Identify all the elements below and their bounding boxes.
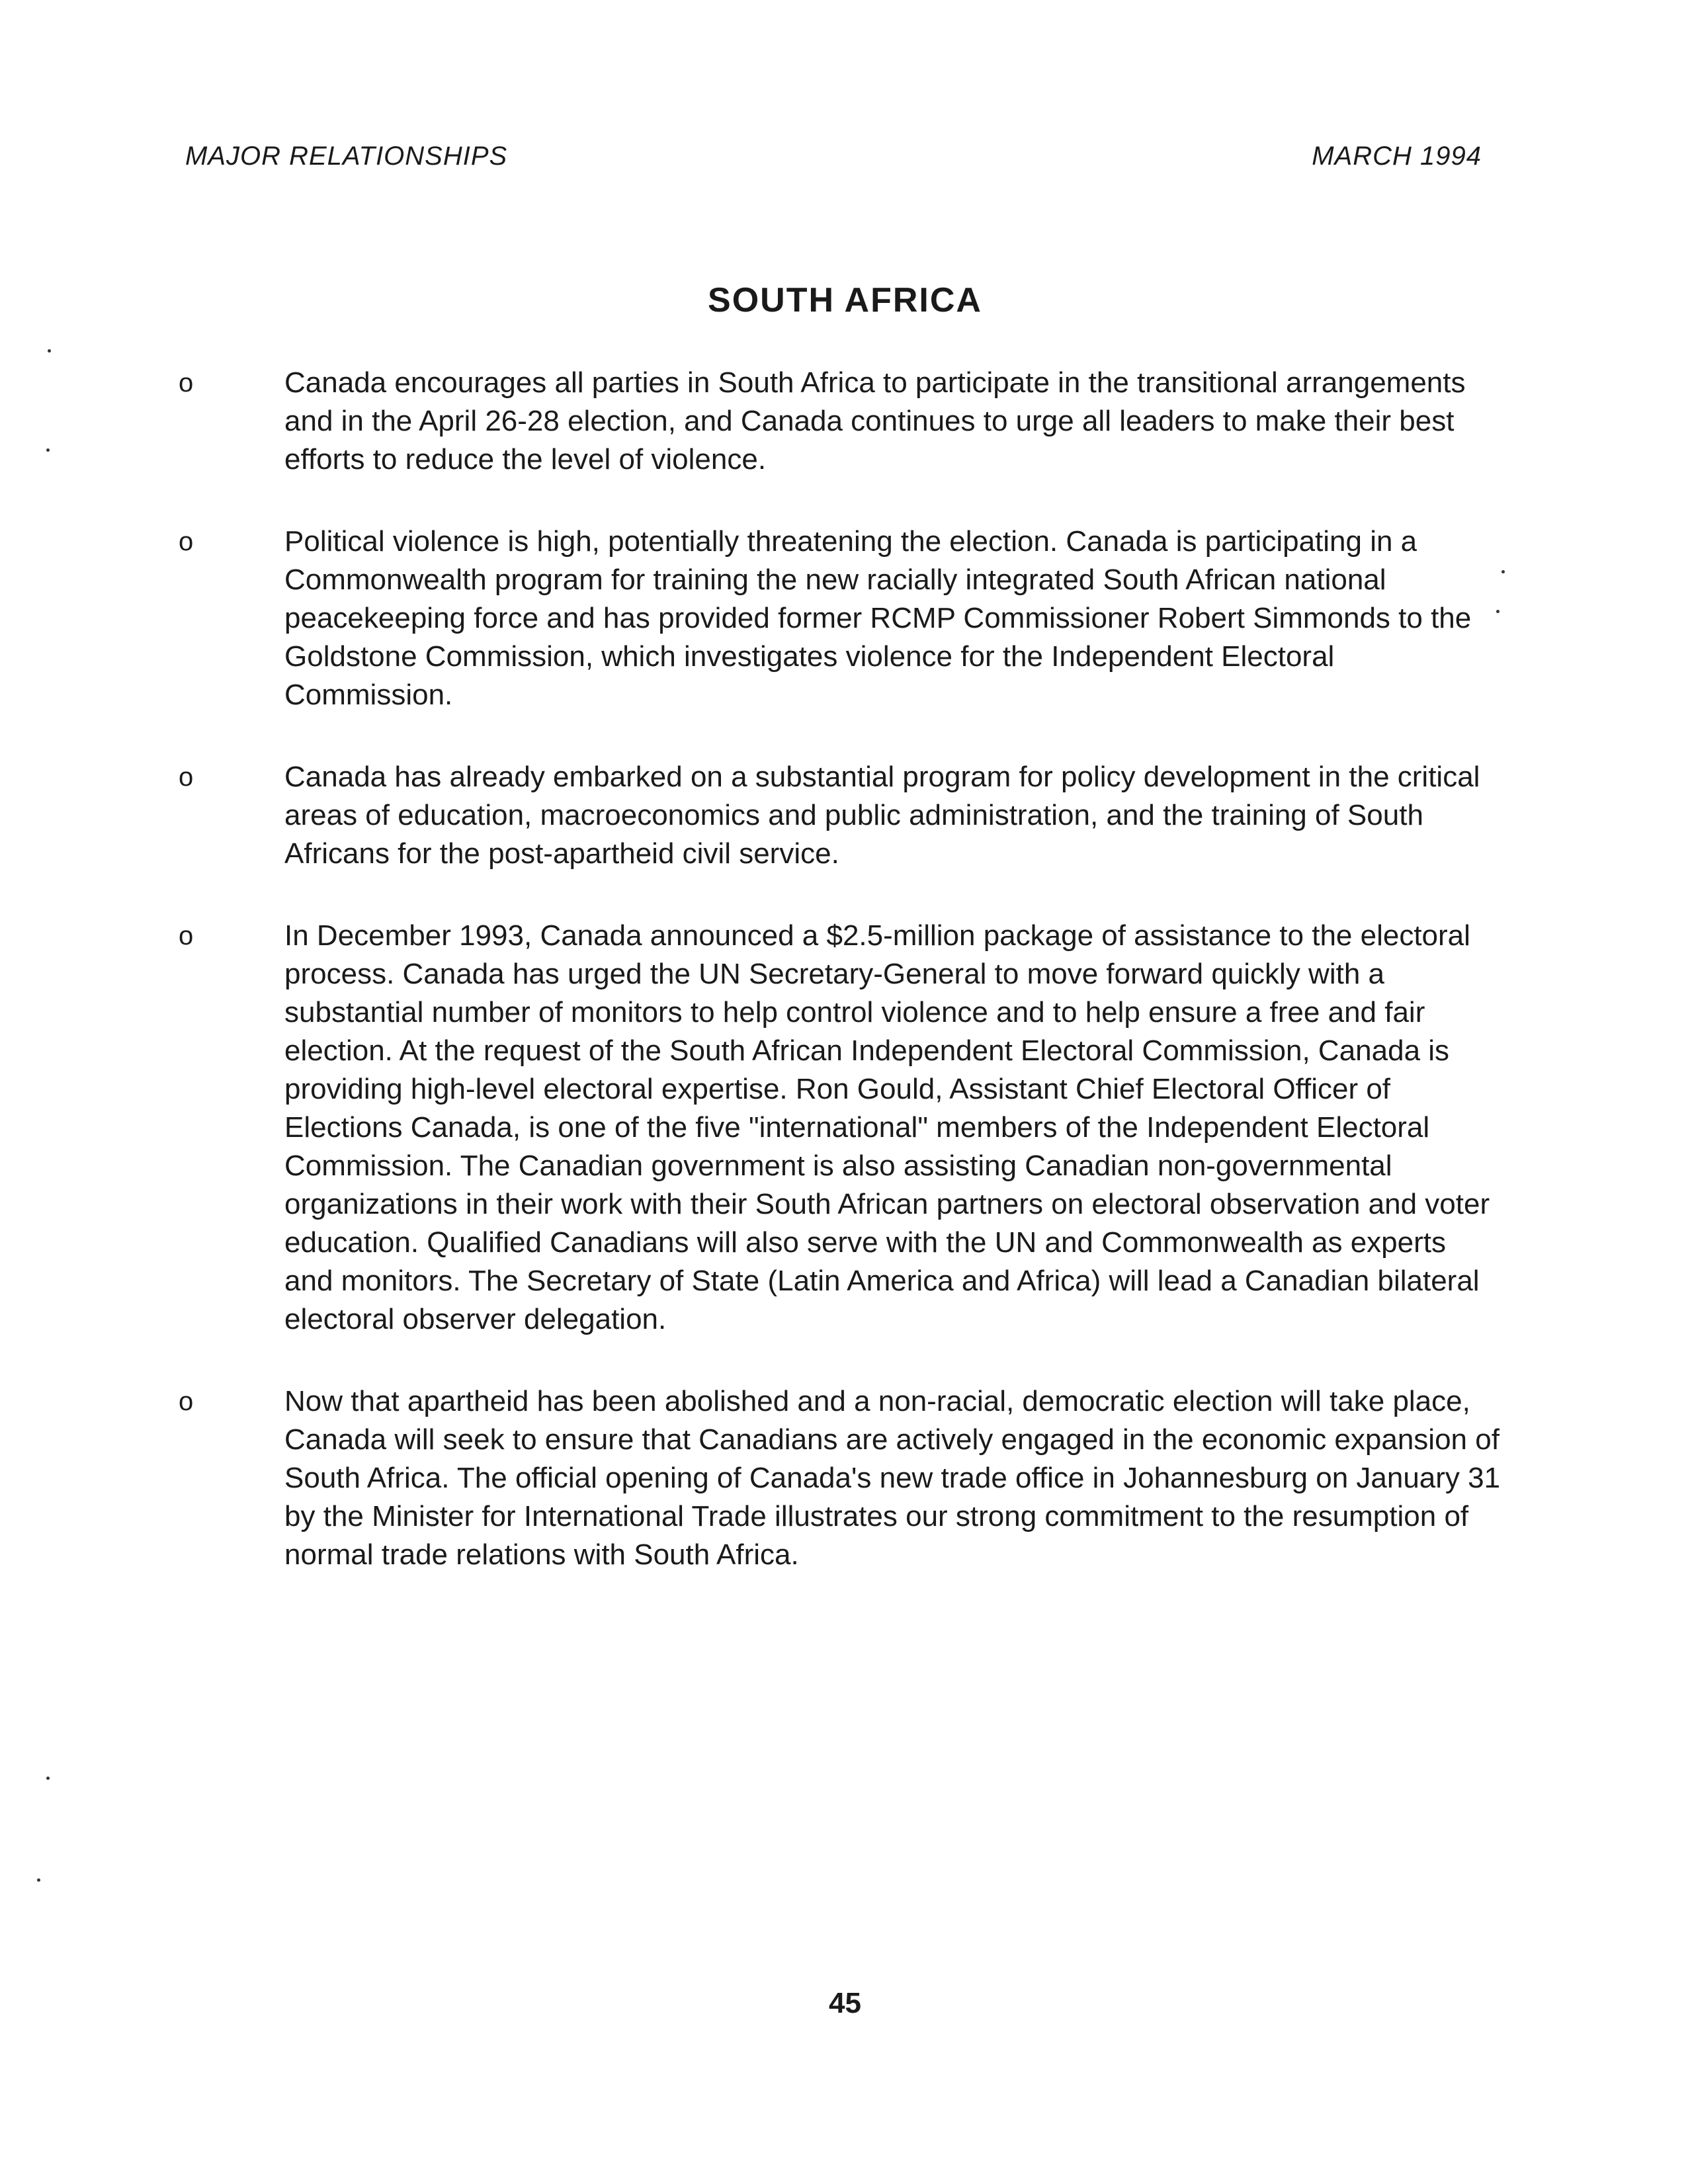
- list-item-text: In December 1993, Canada announced a $2.5-million package of assistance to the electoral process. Canada has urged the UN Secretary-General to move forward quickly with a substantial number of monitors to help control violence and to help ensure a free and fair election. At the request of the South African Independent Electoral Commission, Canada is providing high-level electoral expertise. Ron Gould, Assistant Chief Electoral Officer of Elections Canada, is one of the five "international" members of the Independent Electoral Commission. The Canadian government is also assisting Canadian non-governmental organizations in their work with their South African partners on electoral observation and voter education. Qualified Canadians will also serve with the UN and Commonwealth as experts and monitors. The Secretary of State (Latin America and Africa) will lead a Canadian bilateral electoral observer delegation.: [284, 919, 1490, 1335]
- list-item-text: Canada has already embarked on a substantial program for policy development in the critical areas of education, macroeconomics and public administration, and the training of South Africans for the post-apartheid civil service.: [284, 761, 1480, 870]
- list-item-text: Canada encourages all parties in South Africa to participate in the transitional arrangements and in the April 26-28 election, and Canada continues to urge all leaders to make their best efforts to reduce the level of violence.: [284, 366, 1466, 476]
- bullet-circle-icon: o: [179, 921, 194, 950]
- scan-speck: [37, 1878, 40, 1882]
- bullet-circle-icon: o: [179, 763, 194, 792]
- bullet-list: [179, 364, 1501, 1618]
- scan-speck: [1496, 610, 1500, 613]
- header-date: MARCH 1994: [1312, 142, 1482, 171]
- header-section-title: MAJOR RELATIONSHIPS: [185, 142, 508, 171]
- list-item-text: Now that apartheid has been abolished and a non-racial, democratic election will take place, Canada will seek to ensure that Canadians are actively engaged in the economic expansion of South Africa. The official opening of Canada's new trade office in Johannesburg on January 31 by the Minister for International Trade illustrates our strong commitment to the resumption of normal trade relations with South Africa.: [284, 1385, 1501, 1571]
- scan-speck: [46, 1777, 50, 1780]
- scan-speck: [46, 448, 50, 452]
- bullet-circle-icon: o: [179, 368, 194, 398]
- bullet-circle-icon: o: [179, 1387, 194, 1416]
- list-item: [179, 1382, 1501, 1574]
- list-item: [179, 758, 1501, 873]
- bullet-circle-icon: o: [179, 527, 194, 556]
- scan-speck: [48, 349, 51, 353]
- list-item: [179, 523, 1501, 714]
- scan-speck: [1501, 570, 1505, 573]
- page-title: SOUTH AFRICA: [708, 281, 982, 319]
- list-item: [179, 364, 1501, 479]
- page-number: 45: [829, 1987, 861, 2019]
- list-item-text: Political violence is high, potentially threatening the election. Canada is participating in a Commonwealth program for training the new racially integrated South African national peacekeeping force and has provided former RCMP Commissioner Robert Simmonds to the Goldstone Commission, which investigates violence for the Independent Electoral Commission.: [284, 525, 1472, 711]
- list-item: [179, 917, 1501, 1339]
